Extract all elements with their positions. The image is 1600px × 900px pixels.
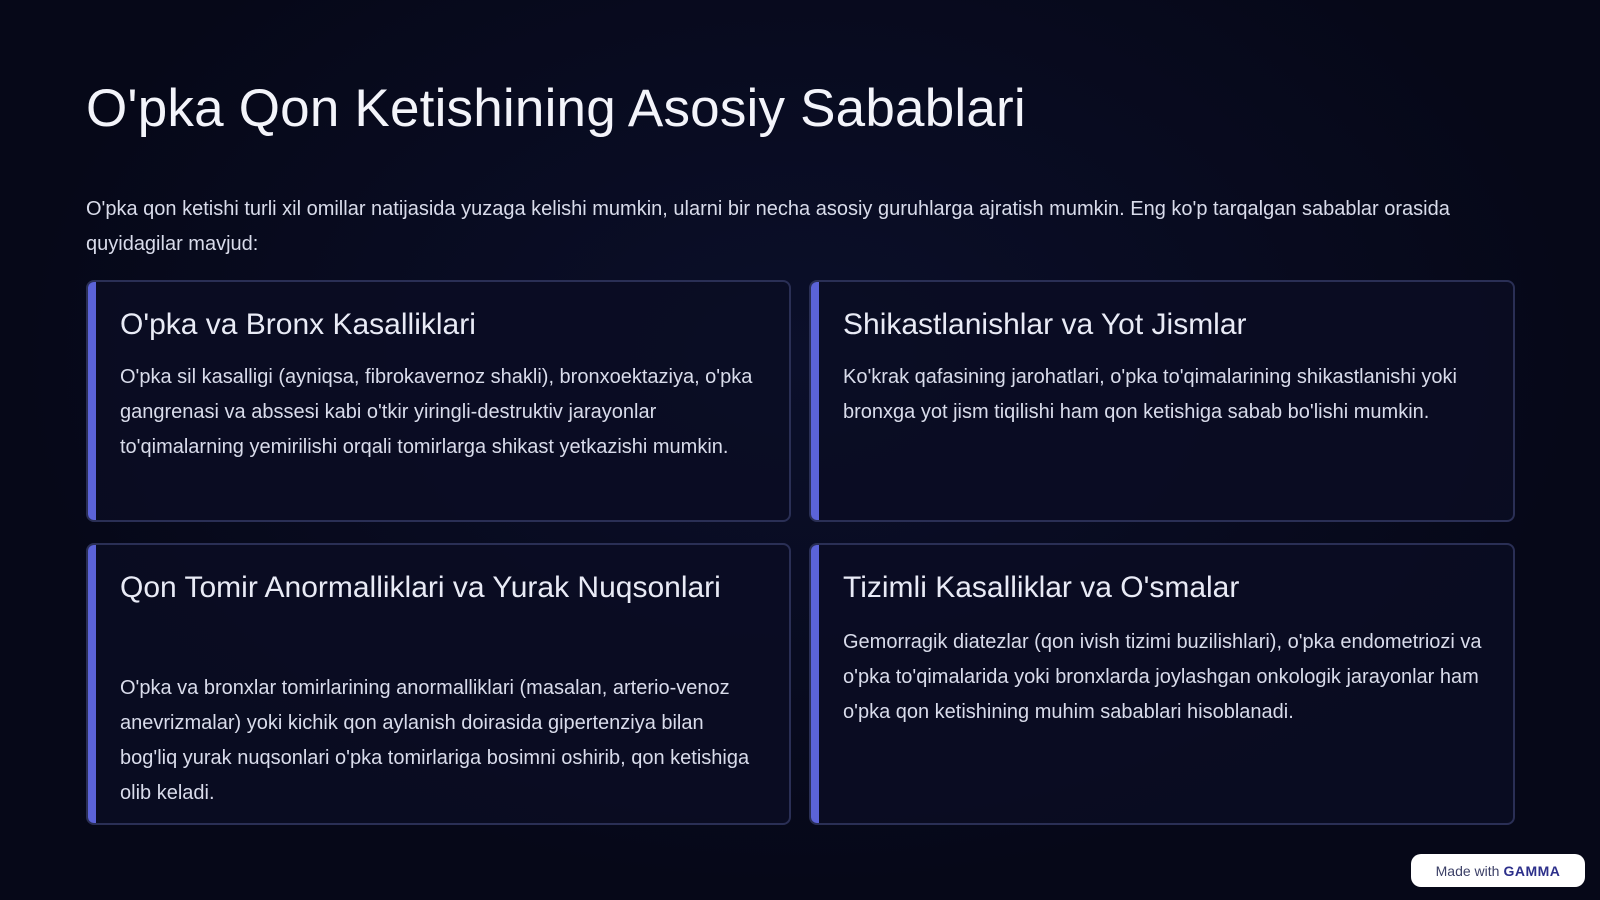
card-text: Gemorragik diatezlar (qon ivish tizimi buzilishlari), o'pka endometriozi va o'pka to'qimalarida yoki bronxlarda joylashgan onkologik jarayonlar ham o'pka qon ketishining muhim sabablari hisoblanadi.: [843, 631, 1482, 723]
slide: [86, 0, 1516, 900]
card-accent-bar: [88, 545, 96, 823]
card-title: Shikastlanishlar va Yot Jismlar: [843, 308, 1247, 341]
gamma-logo: GAMMA: [1503, 862, 1561, 879]
card-vascular-heart-defects: [86, 543, 791, 825]
card-title: Qon Tomir Anormalliklari va Yurak Nuqsonlari: [120, 571, 721, 604]
card-injuries-foreign-bodies: [809, 280, 1515, 522]
card-lung-bronchial-diseases: [86, 280, 791, 522]
card-accent-bar: [811, 545, 819, 823]
slide-intro: O'pka qon ketishi turli xil omillar natijasida yuzaga kelishi mumkin, ularni bir necha asosiy guruhlarga ajratish mumkin. Eng ko'p tarqalgan sabablar orasida quyidagilar mavjud:: [86, 198, 1450, 255]
slide-title: O'pka Qon Ketishining Asosiy Sabablari: [86, 79, 1026, 138]
card-title: O'pka va Bronx Kasalliklari: [120, 308, 476, 341]
card-accent-bar: [88, 282, 96, 520]
card-accent-bar: [811, 282, 819, 520]
badge-prefix: Made with: [1435, 862, 1500, 879]
made-with-gamma-badge[interactable]: [1411, 854, 1585, 887]
card-title: Tizimli Kasalliklar va O'smalar: [843, 571, 1240, 604]
card-text: O'pka va bronxlar tomirlarining anormalliklari (masalan, arterio-venoz anevrizmalar) yoki kichik qon aylanish doirasida gipertenziya bilan bog'liq yurak nuqsonlari o'pka tomirlariga bosimni oshirib, qon ketishiga olib keladi.: [120, 677, 750, 804]
card-systemic-diseases-tumors: [809, 543, 1515, 825]
card-text: O'pka sil kasalligi (ayniqsa, fibrokavernoz shakli), bronxoektaziya, o'pka gangrenasi va abssesi kabi o'tkir yiringli-destruktiv jarayonlar to'qimalarning yemirilishi orqali tomirlarga shikast yetkazishi mumkin.: [120, 366, 753, 458]
card-text: Ko'krak qafasining jarohatlari, o'pka to'qimalarining shikastlanishi yoki bronxga yot jism tiqilishi ham qon ketishiga sabab bo'lishi mumkin.: [843, 366, 1457, 423]
